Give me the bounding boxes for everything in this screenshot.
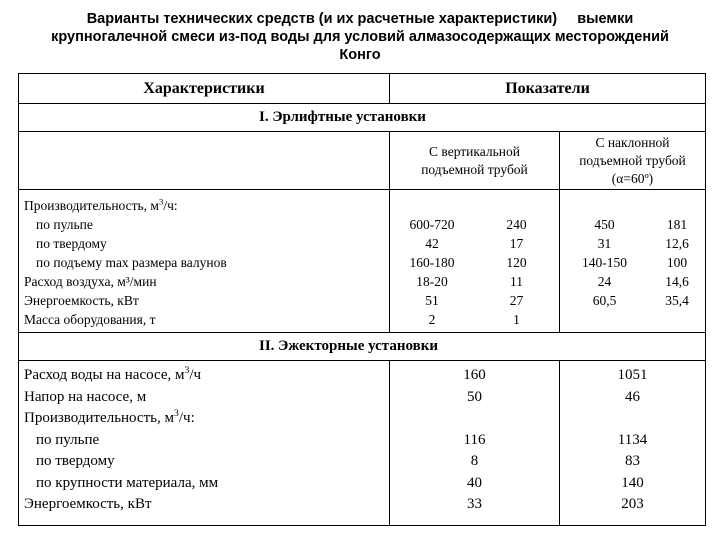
value-cell: 24 bbox=[597, 274, 612, 289]
subheader-inclined-line-1: С наклонной bbox=[595, 134, 670, 150]
value-cell: 240 bbox=[506, 217, 527, 232]
document-title bbox=[0, 10, 720, 64]
label-water-flow bbox=[24, 365, 389, 387]
value-cell: 14,6 bbox=[665, 274, 689, 289]
section-1-data-row bbox=[19, 190, 705, 333]
value-cell: 17 bbox=[509, 236, 524, 251]
spacer bbox=[390, 408, 559, 430]
label-size: по крупности материала, мм bbox=[36, 474, 219, 491]
value-cell: 40 bbox=[467, 474, 482, 491]
subheader-inclined-line-3: (α=60º) bbox=[611, 170, 654, 186]
value-cell: 140-150 bbox=[582, 255, 627, 270]
value-cell: 450 bbox=[594, 217, 615, 232]
label-productivity-2-sup: 3 bbox=[173, 408, 179, 419]
section-1-title bbox=[19, 104, 705, 132]
value-cell: 116 bbox=[463, 431, 486, 448]
value-cell: 60,5 bbox=[592, 293, 617, 308]
value-cell: 8 bbox=[470, 453, 479, 469]
section-2-labels bbox=[19, 361, 389, 525]
label-productivity-text: Производительность, м bbox=[24, 198, 159, 213]
subheader-inclined-pipe bbox=[559, 132, 705, 189]
value-cell: 203 bbox=[621, 496, 644, 512]
label-productivity-2 bbox=[24, 408, 389, 430]
value-cell: 2 bbox=[428, 312, 436, 327]
value-cell: 160 bbox=[463, 367, 486, 383]
value-cell: 1 bbox=[513, 312, 520, 327]
label-water-flow-unit: /ч bbox=[189, 367, 202, 383]
title-line-3: Конго bbox=[339, 47, 381, 63]
vertical-col-1 bbox=[389, 190, 474, 332]
value-cell: 120 bbox=[506, 255, 527, 270]
subheader-vertical-line-1: С вертикальной bbox=[429, 143, 520, 159]
value-cell: 1134 bbox=[617, 431, 648, 448]
value-cell: 1051 bbox=[617, 367, 648, 383]
value-cell: 100 bbox=[666, 255, 688, 270]
value-cell: 140 bbox=[621, 474, 644, 491]
label-air-flow: Расход воздуха, м³/мин bbox=[24, 274, 157, 289]
subheader-empty-cell bbox=[19, 132, 389, 189]
section-1-labels bbox=[19, 190, 389, 332]
value-cell: 600-720 bbox=[409, 217, 455, 232]
label-energy: Энергоемкость, кВт bbox=[24, 293, 139, 308]
value-cell: 31 bbox=[597, 236, 612, 251]
label-productivity-unit: /ч: bbox=[163, 198, 178, 213]
label-pulp: по пульпе bbox=[36, 217, 93, 232]
inclined-col-1 bbox=[559, 190, 649, 332]
value-cell: 160-180 bbox=[409, 255, 455, 270]
value-cell: 27 bbox=[509, 293, 524, 308]
title-line-1: Варианты технических средств (и их расчетные характеристики) выемки bbox=[86, 11, 634, 27]
value-cell: 35,4 bbox=[665, 293, 689, 308]
header-characteristics: Характеристики bbox=[143, 79, 265, 97]
section-2-title-text: II. Эжекторные установки bbox=[259, 338, 439, 354]
label-energy-2: Энергоемкость, кВт bbox=[24, 496, 152, 512]
header-indicators: Показатели bbox=[389, 74, 705, 103]
label-solid: по твердому bbox=[36, 236, 107, 251]
value-cell: 33 bbox=[467, 496, 482, 512]
value-cell: 51 bbox=[425, 293, 439, 308]
inclined-col-2 bbox=[649, 190, 705, 332]
value-cell: 46 bbox=[625, 388, 640, 405]
value-cell: 181 bbox=[666, 217, 688, 232]
label-productivity-2-text: Производительность, м bbox=[24, 410, 174, 426]
label-solid-2: по твердому bbox=[36, 453, 115, 469]
ejector-col-2 bbox=[559, 361, 705, 525]
label-pulp-2: по пульпе bbox=[36, 431, 100, 448]
value-cell: 11 bbox=[510, 274, 523, 289]
subheader-vertical-pipe bbox=[389, 132, 559, 189]
label-pressure: Напор на насосе, м bbox=[24, 388, 147, 405]
subheader-inclined-line-2: подъемной трубой bbox=[579, 152, 686, 168]
value-cell: 42 bbox=[425, 236, 439, 251]
label-productivity bbox=[24, 196, 389, 215]
value-cell: 12,6 bbox=[665, 236, 689, 251]
vertical-col-2 bbox=[474, 190, 559, 332]
label-productivity-sup: 3 bbox=[158, 196, 164, 207]
section-2-data-row bbox=[19, 361, 705, 525]
value-cell: 83 bbox=[625, 453, 640, 469]
label-water-flow-text: Расход воды на насосе, м bbox=[24, 367, 185, 383]
section-2-title bbox=[19, 333, 705, 361]
spacer bbox=[560, 408, 705, 430]
label-productivity-2-unit: /ч: bbox=[178, 410, 195, 426]
label-mass: Масса оборудования, т bbox=[24, 312, 156, 327]
title-line-2: крупногалечной смеси из-под воды для условий алмазосодержащих месторождений bbox=[51, 29, 669, 45]
value-cell: 50 bbox=[467, 388, 482, 405]
ejector-col-1 bbox=[389, 361, 559, 525]
subheader-vertical-line-2: подъемной трубой bbox=[421, 161, 528, 177]
specs-table bbox=[18, 73, 706, 526]
section-1-title-text: I. Эрлифтные установки bbox=[259, 109, 426, 125]
value-cell: 18-20 bbox=[416, 274, 448, 289]
label-water-flow-sup: 3 bbox=[184, 365, 190, 376]
table-header-row bbox=[19, 74, 705, 104]
label-boulder: по подъему max размера валунов bbox=[36, 255, 227, 270]
section-1-subheader-row bbox=[19, 132, 705, 190]
